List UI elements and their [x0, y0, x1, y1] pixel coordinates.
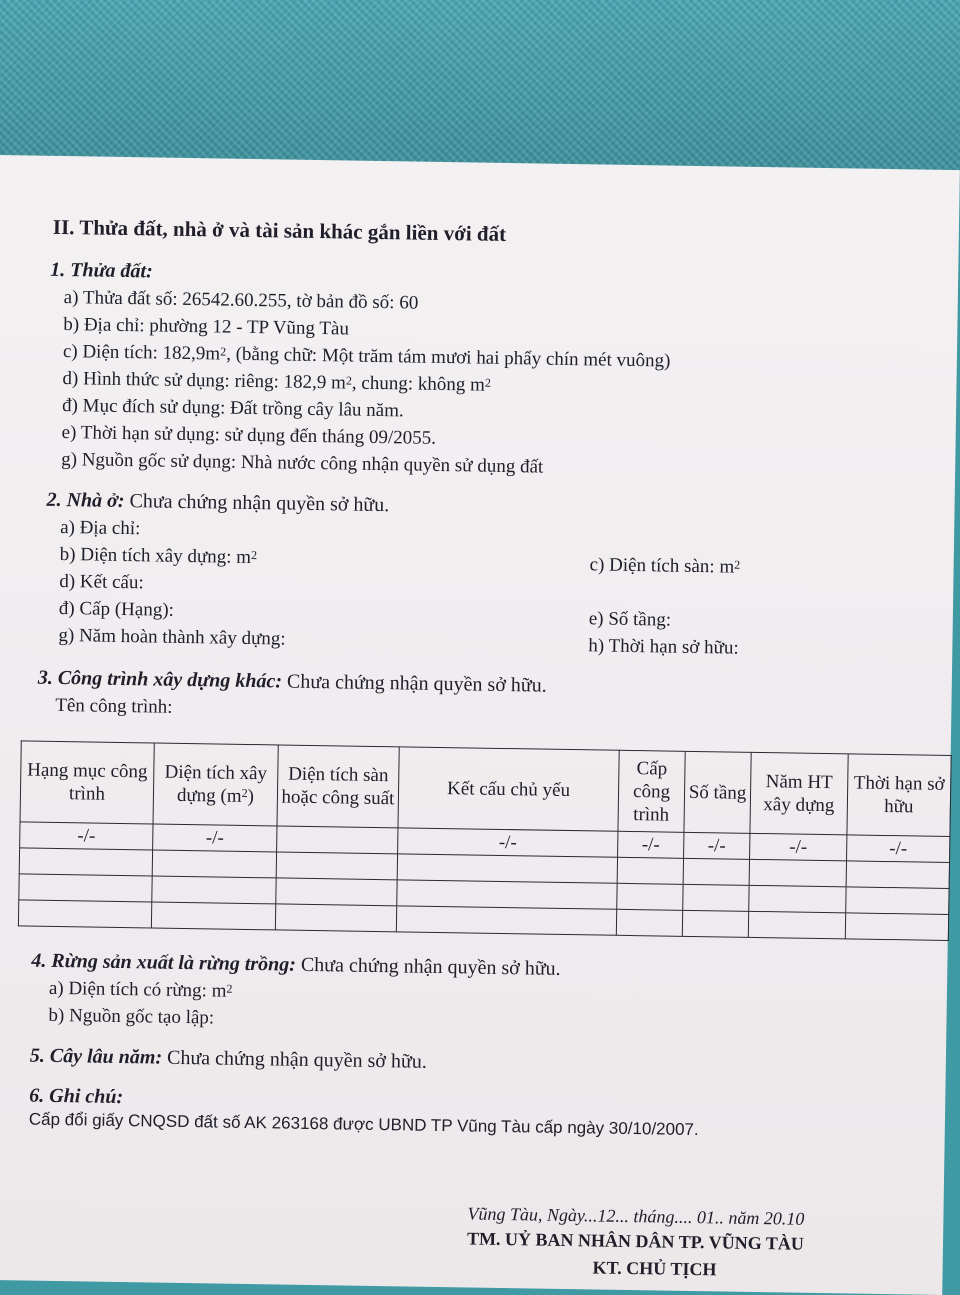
- col-header-construction-area: Diện tích xây dựng $(m^2)$: [153, 743, 278, 826]
- col-header-grade: Cấp công trình: [618, 750, 685, 832]
- house-construction-area: b) Diện tích xây dựng: $m^2$: [59, 543, 258, 568]
- other-works-heading: 3. Công trình xây dựng khác: Chưa chứng nhận quyền sở hữu.: [37, 666, 547, 697]
- house-completion-year: g) Năm hoàn thành xây dựng:: [58, 624, 286, 650]
- col-header-item: Hạng mục công trình: [20, 741, 154, 824]
- land-parcel-number: a) Thửa đất số: 26542.60.255, tờ bản đồ số: 60: [63, 287, 419, 314]
- signature-title: KT. CHỦ TỊCH: [592, 1257, 717, 1280]
- land-address: b) Địa chỉ: phường 12 - TP Vũng Tàu: [63, 314, 350, 340]
- land-origin: g) Nguồn gốc sử dụng: Nhà nước công nhận quyền sử dụng đất: [61, 449, 544, 478]
- land-purpose: đ) Mục đích sử dụng: Đất trồng cây lâu năm.: [61, 395, 404, 422]
- table-cell: -/-: [847, 835, 950, 863]
- house-floor-area: c) Diện tích sàn: $m^2$: [589, 554, 741, 578]
- col-header-term: Thời hạn sở hữu: [847, 754, 951, 837]
- works-name-label: Tên công trình:: [55, 694, 173, 718]
- certificate-page: [0, 155, 960, 1295]
- land-heading: 1. Thửa đất:: [50, 258, 153, 283]
- house-ownership-term: h) Thời hạn sở hữu:: [588, 635, 739, 659]
- col-header-year: Năm HT xây dựng: [750, 752, 848, 835]
- signature-date-line: Vũng Tàu, Ngày...12... tháng.... 01.. năm 20.10: [467, 1203, 805, 1229]
- house-grade: đ) Cấp (Hạng):: [58, 597, 175, 621]
- house-structure: d) Kết cấu:: [59, 570, 144, 594]
- table-cell: -/-: [750, 833, 847, 861]
- table-header-row: [20, 741, 951, 837]
- table-cell: [277, 826, 398, 854]
- col-header-floor-area: Diện tích sàn hoặc công suất: [277, 745, 399, 828]
- house-heading: 2. Nhà ở: Chưa chứng nhận quyền sở hữu.: [46, 488, 390, 517]
- land-term: e) Thời hạn sử dụng: sử dụng đến tháng 09/2055.: [61, 422, 437, 449]
- table-cell: -/-: [618, 831, 684, 858]
- section-title: II. Thửa đất, nhà ở và tài sản khác gắn liền với đất: [52, 214, 507, 246]
- land-usage-form: d) Hình thức sử dụng: riêng: 182,9 $m^2$, chung: không $m^2$: [62, 368, 491, 396]
- works-table: [18, 740, 952, 941]
- house-floors: e) Số tầng:: [588, 608, 672, 631]
- forest-origin: b) Nguồn gốc tạo lập:: [48, 1004, 215, 1029]
- table-cell: -/-: [153, 824, 277, 852]
- signature-org: TM. UỶ BAN NHÂN DÂN TP. VŨNG TÀU: [466, 1228, 805, 1254]
- table-cell: -/-: [684, 832, 750, 859]
- forest-heading: 4. Rừng sản xuất là rừng trồng: Chưa chứng nhận quyền sở hữu.: [31, 949, 561, 980]
- table-cell: -/-: [398, 828, 618, 857]
- forest-area: a) Diện tích có rừng: $m^2$: [48, 977, 233, 1002]
- table-cell: -/-: [20, 822, 153, 850]
- note-heading: 6. Ghi chú:: [29, 1084, 124, 1109]
- note-text: Cấp đổi giấy CNQSD đất số AK 263168 được UBND TP Vũng Tàu cấp ngày 30/10/2007.: [28, 1109, 699, 1140]
- house-address: a) Địa chỉ:: [59, 516, 141, 540]
- col-header-structure: Kết cấu chủ yếu: [398, 747, 619, 831]
- land-area: c) Diện tích: $182,9m^2$, (bằng chữ: Một trăm tám mươi hai phẩy chín mét vuông): [62, 341, 671, 372]
- perennial-heading: 5. Cây lâu năm: Chưa chứng nhận quyền sở hữu.: [29, 1044, 427, 1073]
- col-header-floors: Số tầng: [684, 751, 751, 833]
